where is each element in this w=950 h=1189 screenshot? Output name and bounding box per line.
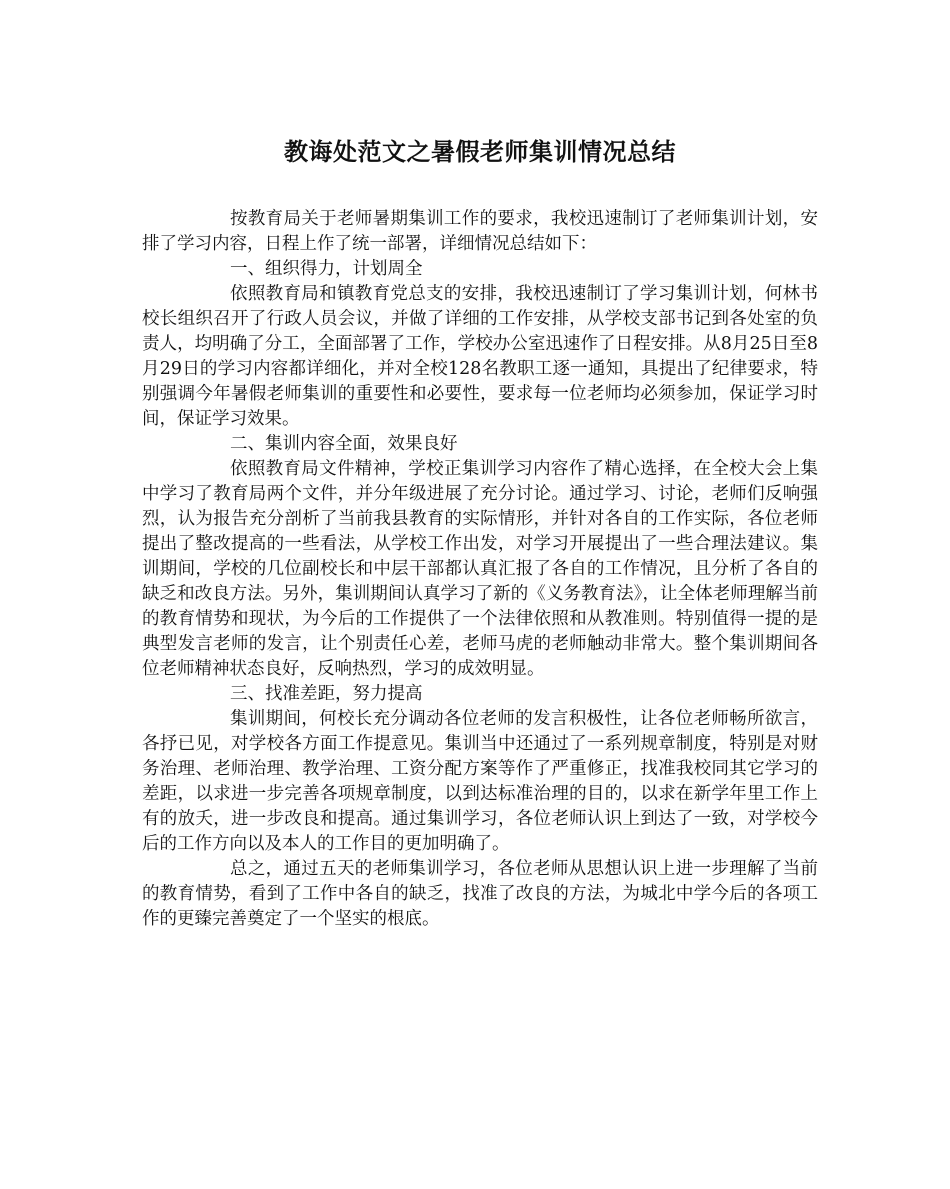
section-heading-2: 二、集训内容全面，效果良好	[230, 434, 458, 454]
conclusion-paragraph: 总之，通过五天的老师集训学习，各位老师从思想认识上进一步理解了当前的教育情势，看到了工作中各自的缺乏，找准了改良的方法，为城北中学今后的各项工作的更臻完善奠定了一个坚实的根底。	[142, 859, 818, 929]
document-title: 教诲处范文之暑假老师集训情况总结	[284, 138, 676, 166]
section-paragraph-1: 依照教育局和镇教育党总支的安排，我校迅速制订了学习集训计划，何林书校长组织召开了行政人员会议，并做了详细的工作安排，从学校支部书记到各处室的负责人，均明确了分工，全面部署了工作，学校办公室迅速作了日程安排。从8月25日至8月29日的学习内容都详细化，并对全校128名教职工逐一通知，具提出了纪律要求，特别强调今年暑假老师集训的重要性和必要性，要求每一位老师均必须参加，保证学习时间，保证学习效果。	[142, 284, 818, 429]
section-paragraph-3: 集训期间，何校长充分调动各位老师的发言积极性，让各位老师畅所欲言，各抒已见，对学校各方面工作提意见。集训当中还通过了一系列规章制度，特别是对财务治理、老师治理、教学治理、工资分配方案等作了严重修正，找准我校同其它学习的差距，以求进一步完善各项规章制度，以到达标准治理的目的，以求在新学年里工作上有的放夭，进一步改良和提高。通过集训学习，各位老师认识上到达了一致，对学校今后的工作方向以及本人的工作目的更加明确了。	[142, 709, 818, 854]
section-paragraph-2: 依照教育局文件精神，学校正集训学习内容作了精心选择，在全校大会上集中学习了教育局两个文件，并分年级进展了充分讨论。通过学习、讨论，老师们反响强烈，认为报告充分剖析了当前我县教育的实际情形，并针对各自的工作实际，各位老师提出了整改提高的一些看法，从学校工作出发，对学习开展提出了一些合理法建议。集训期间，学校的几位副校长和中层干部都认真汇报了各自的工作情况，且分析了各自的缺乏和改良方法。另外，集训期间认真学习了新的《义务教育法》，让全体老师理解当前的教育情势和现状，为今后的工作提供了一个法律依照和从教准则。特别值得一提的是典型发言老师的发言，让个别责任心差，老师马虎的老师触动非常大。整个集训期间各位老师精神状态良好，反响热烈，学习的成效明显。	[142, 459, 818, 679]
section-heading-1: 一、组织得力，计划周全	[230, 259, 423, 279]
document-page	[142, 0, 818, 1189]
section-heading-3: 三、找准差距，努力提高	[230, 684, 423, 704]
intro-paragraph: 按教育局关于老师暑期集训工作的要求，我校迅速制订了老师集训计划，安排了学习内容，日程上作了统一部署，详细情况总结如下：	[142, 209, 818, 254]
document-body	[142, 207, 818, 932]
